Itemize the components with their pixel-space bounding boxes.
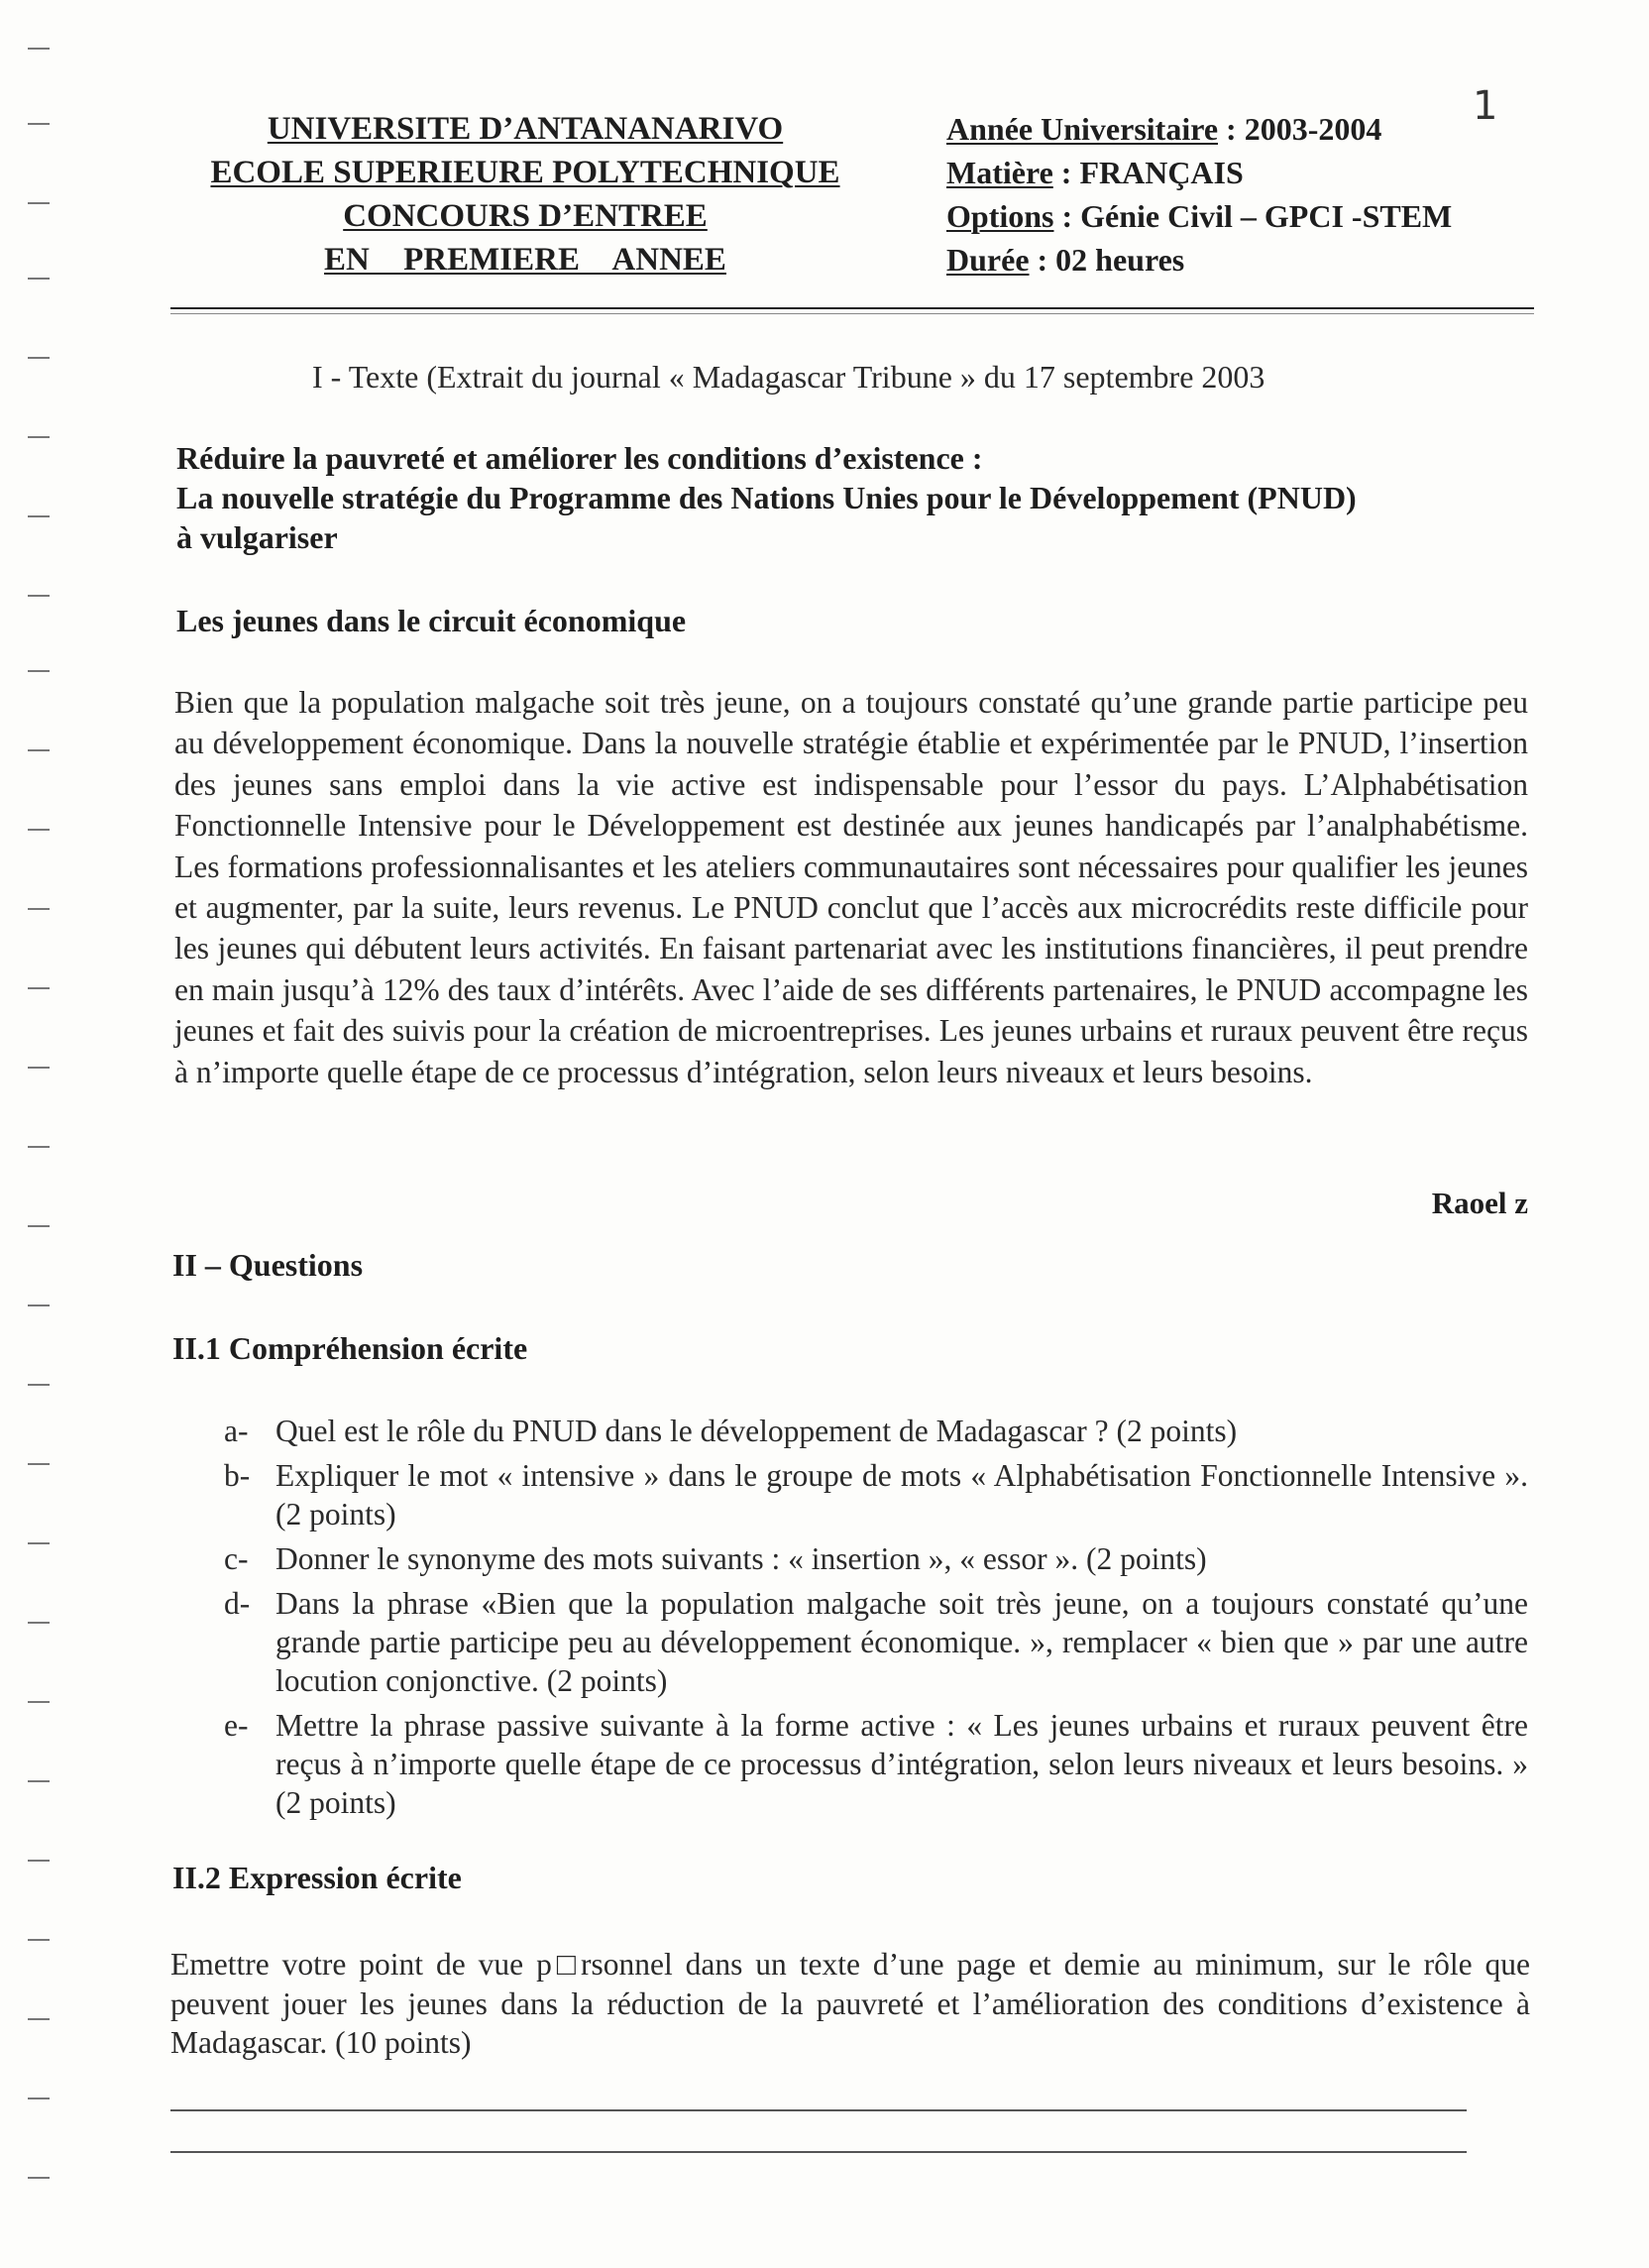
- question-item: [224, 1412, 1528, 1450]
- article-author: Raoel z: [1431, 1186, 1528, 1220]
- text-source: I - Texte (Extrait du journal « Madagascar Tribune » du 17 septembre 2003: [312, 359, 1265, 395]
- question-text: Quel est le rôle du PNUD dans le développement de Madagascar ? (2 points): [275, 1414, 1238, 1448]
- subject-label: Matière: [946, 155, 1053, 190]
- answer-line: [170, 2151, 1467, 2153]
- binding-marks: [28, 0, 57, 2268]
- article-title-line: à vulgariser: [176, 519, 338, 555]
- school-name: ECOLE SUPERIEURE POLYTECHNIQUE: [210, 155, 840, 190]
- exam-type: CONCOURS D’ENTREE: [343, 198, 708, 234]
- institution-block: [168, 107, 882, 282]
- question-marker: c-: [224, 1541, 249, 1576]
- duration-label: Durée: [946, 242, 1030, 278]
- article-subtitle: Les jeunes dans le circuit économique: [176, 603, 687, 638]
- question-marker: d-: [224, 1586, 251, 1621]
- question-text: Mettre la phrase passive suivante à la forme active : « Les jeunes urbains et ruraux peuvent être reçus à n’importe quelle étape de ce processus d’intégration, selon leurs niveaux et leurs besoins. » (2 points): [275, 1708, 1528, 1820]
- question-marker: e-: [224, 1708, 249, 1743]
- header-rule: [170, 307, 1534, 309]
- expression-heading: II.2 Expression écrite: [172, 1860, 462, 1895]
- subject-value: : FRANÇAIS: [1052, 155, 1244, 190]
- question-item: [224, 1706, 1528, 1822]
- duration: [946, 238, 1541, 282]
- university-name: UNIVERSITE D’ANTANANARIVO: [267, 111, 784, 147]
- answer-line: [170, 2109, 1467, 2111]
- questions-heading: II – Questions: [172, 1247, 364, 1283]
- exam-level: EN PREMIERE ANNEE: [324, 242, 726, 278]
- options-value: : Génie Civil – GPCI -STEM: [1053, 198, 1453, 234]
- options: [946, 194, 1541, 238]
- question-marker: b-: [224, 1458, 251, 1493]
- article-title-line: La nouvelle stratégie du Programme des Nations Unies pour le Développement (PNUD): [176, 480, 1357, 515]
- article-paragraph: Bien que la population malgache soit très jeune, on a toujours constaté qu’une grande partie participe peu au développement économique. Dans la nouvelle stratégie établie et expérimentée par le PNUD, l’insertion des jeunes sans emploi dans la vie active est indispensable pour l’essor du pays. L’Alphabétisation Fonctionnelle Intensive pour le Développement est destinée aux jeunes handicapés par l’analphabétisme. Les formations professionnalisantes et les ateliers communautaires sont nécessaires pour qualifier les jeunes et augmenter, par la suite, leurs revenus. Le PNUD conclut que l’accès aux microcrédits reste difficile pour les jeunes qui débutent leurs activités. En faisant partenariat avec les institutions financières, il peut prendre en main jusqu’à 12% des taux d’intérêts. Avec l’aide de ses différents partenaires, le PNUD accompagne les jeunes et fait des suivis pour la création de microentreprises. Les jeunes urbains et ruraux peuvent être reçus à n’importe quelle étape de ce processus d’intégration, selon leurs niveaux et leurs besoins.: [174, 685, 1528, 1089]
- comprehension-heading: II.1 Compréhension écrite: [172, 1330, 528, 1366]
- expression-prompt: Emettre votre point de vue p□rsonnel dans un texte d’une page et demie au minimum, sur le rôle que peuvent jouer les jeunes dans la réduction de la pauvreté et l’amélioration des conditions d’existence à Madagascar. (10 points): [170, 1947, 1530, 2060]
- comprehension-questions: [224, 1412, 1528, 1828]
- question-text: Donner le synonyme des mots suivants : « insertion », « essor ». (2 points): [275, 1541, 1207, 1576]
- question-text: Dans la phrase «Bien que la population malgache soit très jeune, on a toujours constaté qu’une grande partie participe peu au développement économique. », remplacer « bien que » par une autre locution conjonctive. (2 points): [275, 1586, 1528, 1698]
- page-number-mark: 1: [1473, 83, 1498, 129]
- exam-info-block: [946, 107, 1541, 282]
- question-text: Expliquer le mot « intensive » dans le groupe de mots « Alphabétisation Fonctionnelle Intensive ». (2 points): [275, 1458, 1528, 1531]
- options-label: Options: [946, 198, 1054, 234]
- question-item: [224, 1539, 1528, 1578]
- academic-year-value: : 2003-2004: [1218, 111, 1382, 147]
- article-title: [176, 438, 1534, 557]
- question-item: [224, 1584, 1528, 1700]
- header-rule-double: [170, 313, 1534, 314]
- duration-value: : 02 heures: [1029, 242, 1185, 278]
- subject: [946, 151, 1541, 194]
- academic-year-label: Année Universitaire: [946, 111, 1219, 147]
- question-marker: a-: [224, 1414, 249, 1448]
- academic-year: [946, 107, 1541, 151]
- question-item: [224, 1456, 1528, 1533]
- article-title-line: Réduire la pauvreté et améliorer les conditions d’existence :: [176, 440, 983, 476]
